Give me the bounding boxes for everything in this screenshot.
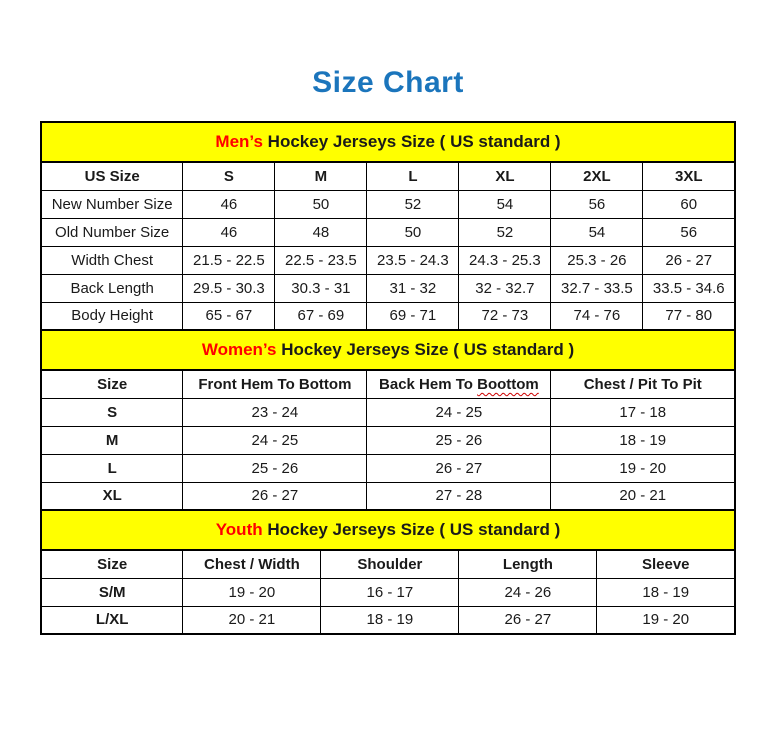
value-cell: 31 - 32 <box>367 274 459 302</box>
table-row <box>41 218 735 246</box>
value-cell: 17 - 18 <box>551 398 735 426</box>
value-cell: 19 - 20 <box>551 454 735 482</box>
value-cell: 67 - 69 <box>275 302 367 330</box>
value-cell: 33.5 - 34.6 <box>643 274 735 302</box>
youth-column-header: Shoulder <box>321 550 459 578</box>
mens-column-header: 2XL <box>551 162 643 190</box>
value-cell: 26 - 27 <box>459 606 597 634</box>
value-cell: 29.5 - 30.3 <box>183 274 275 302</box>
size-table-body <box>41 122 735 634</box>
mens-section-row <box>41 122 735 162</box>
table-row <box>41 398 735 426</box>
value-cell: 26 - 27 <box>643 246 735 274</box>
mens-column-header: US Size <box>41 162 183 190</box>
value-cell: 22.5 - 23.5 <box>275 246 367 274</box>
value-cell: 24 - 25 <box>367 398 551 426</box>
mens-heading-highlight: Men’s <box>215 132 263 151</box>
value-cell: 50 <box>275 190 367 218</box>
mens-column-header: L <box>367 162 459 190</box>
value-cell: 46 <box>183 190 275 218</box>
mens-section-heading: Men’s Hockey Jerseys Size ( US standard ) <box>41 122 735 162</box>
value-cell: 27 - 28 <box>367 482 551 510</box>
womens-row-label: L <box>41 454 183 482</box>
mens-row-label: New Number Size <box>41 190 183 218</box>
youth-row-label: L/XL <box>41 606 183 634</box>
value-cell: 21.5 - 22.5 <box>183 246 275 274</box>
value-cell: 32.7 - 33.5 <box>551 274 643 302</box>
mens-row-label: Body Height <box>41 302 183 330</box>
value-cell: 48 <box>275 218 367 246</box>
value-cell: 24 - 26 <box>459 578 597 606</box>
table-row <box>41 606 735 634</box>
value-cell: 19 - 20 <box>597 606 735 634</box>
womens-heading-highlight: Women’s <box>201 340 277 359</box>
mens-column-header: M <box>275 162 367 190</box>
value-cell: 24.3 - 25.3 <box>459 246 551 274</box>
youth-section-heading: Youth Hockey Jerseys Size ( US standard ) <box>41 510 735 550</box>
value-cell: 26 - 27 <box>367 454 551 482</box>
youth-heading-highlight: Youth <box>215 520 263 539</box>
value-cell: 23 - 24 <box>183 398 367 426</box>
value-cell: 50 <box>367 218 459 246</box>
value-cell: 23.5 - 24.3 <box>367 246 459 274</box>
value-cell: 69 - 71 <box>367 302 459 330</box>
table-row <box>41 302 735 330</box>
mens-row-label: Width Chest <box>41 246 183 274</box>
youth-column-header: Length <box>459 550 597 578</box>
value-cell: 52 <box>459 218 551 246</box>
value-cell: 16 - 17 <box>321 578 459 606</box>
value-cell: 18 - 19 <box>321 606 459 634</box>
value-cell: 18 - 19 <box>597 578 735 606</box>
value-cell: 25 - 26 <box>183 454 367 482</box>
mens-header-row <box>41 162 735 190</box>
womens-row-label: S <box>41 398 183 426</box>
mens-column-header: 3XL <box>643 162 735 190</box>
value-cell: 77 - 80 <box>643 302 735 330</box>
value-cell: 32 - 32.7 <box>459 274 551 302</box>
mens-column-header: S <box>183 162 275 190</box>
table-row <box>41 454 735 482</box>
value-cell: 25 - 26 <box>367 426 551 454</box>
youth-header-row <box>41 550 735 578</box>
mens-row-label: Old Number Size <box>41 218 183 246</box>
mens-row-label: Back Length <box>41 274 183 302</box>
value-cell: 30.3 - 31 <box>275 274 367 302</box>
size-table <box>40 121 736 635</box>
youth-column-header: Sleeve <box>597 550 735 578</box>
womens-column-header: Back Hem To Boottom <box>367 370 551 398</box>
table-row <box>41 190 735 218</box>
womens-section-heading: Women’s Hockey Jerseys Size ( US standard ) <box>41 330 735 370</box>
womens-section-row <box>41 330 735 370</box>
youth-row-label: S/M <box>41 578 183 606</box>
value-cell: 26 - 27 <box>183 482 367 510</box>
misspelled-word: Boottom <box>477 375 539 393</box>
value-cell: 19 - 20 <box>183 578 321 606</box>
youth-column-header: Chest / Width <box>183 550 321 578</box>
table-row <box>41 482 735 510</box>
value-cell: 74 - 76 <box>551 302 643 330</box>
womens-header-row <box>41 370 735 398</box>
value-cell: 56 <box>551 190 643 218</box>
womens-column-header: Front Hem To Bottom <box>183 370 367 398</box>
value-cell: 72 - 73 <box>459 302 551 330</box>
value-cell: 24 - 25 <box>183 426 367 454</box>
value-cell: 25.3 - 26 <box>551 246 643 274</box>
value-cell: 65 - 67 <box>183 302 275 330</box>
table-row <box>41 274 735 302</box>
womens-row-label: M <box>41 426 183 454</box>
table-row <box>41 578 735 606</box>
value-cell: 54 <box>551 218 643 246</box>
value-cell: 46 <box>183 218 275 246</box>
value-cell: 52 <box>367 190 459 218</box>
womens-column-header: Size <box>41 370 183 398</box>
value-cell: 60 <box>643 190 735 218</box>
youth-column-header: Size <box>41 550 183 578</box>
page-title: Size Chart <box>312 66 464 99</box>
table-row <box>41 426 735 454</box>
womens-column-header: Chest / Pit To Pit <box>551 370 735 398</box>
value-cell: 18 - 19 <box>551 426 735 454</box>
mens-column-header: XL <box>459 162 551 190</box>
table-row <box>41 246 735 274</box>
value-cell: 56 <box>643 218 735 246</box>
youth-section-row <box>41 510 735 550</box>
value-cell: 20 - 21 <box>183 606 321 634</box>
value-cell: 20 - 21 <box>551 482 735 510</box>
value-cell: 54 <box>459 190 551 218</box>
womens-row-label: XL <box>41 482 183 510</box>
